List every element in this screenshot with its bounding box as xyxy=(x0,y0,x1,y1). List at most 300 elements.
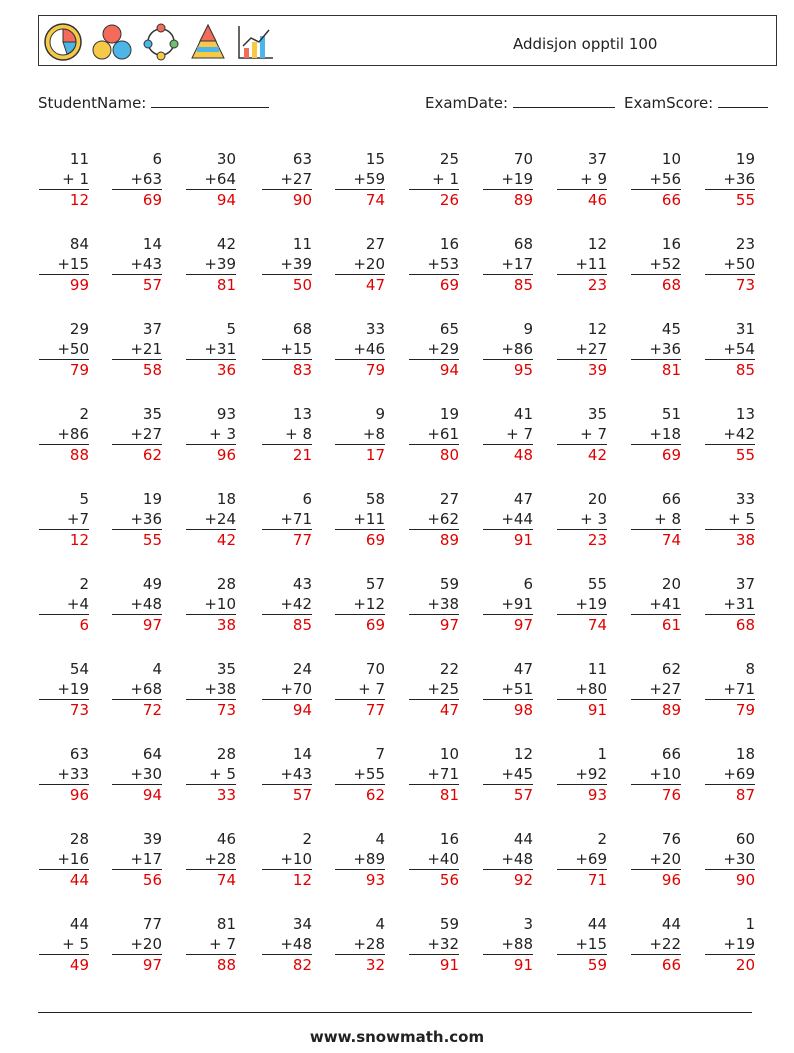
addition-problem xyxy=(112,234,162,294)
addition-problem xyxy=(335,659,385,719)
answer: 12 xyxy=(39,189,89,209)
answer: 88 xyxy=(186,954,236,974)
addend-bottom: + 3 xyxy=(580,510,607,528)
addend-top: 35 xyxy=(587,405,607,423)
addend-top: 70 xyxy=(365,660,385,678)
answer: 42 xyxy=(186,529,236,549)
addend-top: 46 xyxy=(216,830,236,848)
addend-top: 58 xyxy=(365,490,385,508)
addend-bottom: + 8 xyxy=(285,425,312,443)
addend-bottom: +10 xyxy=(204,595,236,613)
addition-problem xyxy=(186,489,236,549)
addend-bottom: +20 xyxy=(353,255,385,273)
addend-top: 12 xyxy=(513,745,533,763)
answer: 94 xyxy=(186,189,236,209)
addend-top: 1 xyxy=(745,915,755,933)
addend-top: 20 xyxy=(587,490,607,508)
addition-problem xyxy=(409,914,459,974)
addend-top: 47 xyxy=(513,660,533,678)
addend-bottom: +4 xyxy=(66,595,89,613)
addend-top: 44 xyxy=(587,915,607,933)
answer: 21 xyxy=(262,444,312,464)
addend-bottom: +68 xyxy=(130,680,162,698)
addition-problem xyxy=(262,829,312,889)
footer-website: www.snowmath.com xyxy=(309,1028,485,1046)
addition-problem xyxy=(335,404,385,464)
addend-bottom: +40 xyxy=(427,850,459,868)
bar-chart-icon xyxy=(235,22,275,62)
addend-top: 5 xyxy=(226,320,236,338)
addend-top: 44 xyxy=(69,915,89,933)
addend-top: 59 xyxy=(439,575,459,593)
answer: 56 xyxy=(112,869,162,889)
addition-problem xyxy=(39,319,89,379)
addend-bottom: + 7 xyxy=(358,680,385,698)
addend-bottom: +80 xyxy=(575,680,607,698)
addition-problem xyxy=(631,659,681,719)
exam-date-label: ExamDate: xyxy=(425,94,509,112)
addend-bottom: +42 xyxy=(723,425,755,443)
addition-problem xyxy=(262,234,312,294)
addend-bottom: +91 xyxy=(501,595,533,613)
addend-top: 20 xyxy=(661,575,681,593)
addition-problem xyxy=(705,914,755,974)
answer: 69 xyxy=(335,529,385,549)
addend-bottom: +36 xyxy=(130,510,162,528)
addend-top: 45 xyxy=(661,320,681,338)
addition-problem xyxy=(483,574,533,634)
student-name-field xyxy=(38,93,269,112)
answer: 98 xyxy=(483,699,533,719)
addition-problem xyxy=(705,319,755,379)
answer: 56 xyxy=(409,869,459,889)
addition-problem xyxy=(335,149,385,209)
addend-bottom: +43 xyxy=(280,765,312,783)
addend-top: 62 xyxy=(661,660,681,678)
addend-bottom: +38 xyxy=(427,595,459,613)
addition-problem xyxy=(483,914,533,974)
answer: 61 xyxy=(631,614,681,634)
addend-top: 76 xyxy=(661,830,681,848)
addend-bottom: +31 xyxy=(723,595,755,613)
addend-top: 24 xyxy=(292,660,312,678)
addend-top: 8 xyxy=(745,660,755,678)
addend-bottom: + 7 xyxy=(506,425,533,443)
addend-bottom: +36 xyxy=(649,340,681,358)
addend-top: 34 xyxy=(292,915,312,933)
addition-problem xyxy=(483,319,533,379)
addition-problem xyxy=(186,234,236,294)
addition-problem xyxy=(112,319,162,379)
addition-problem xyxy=(39,489,89,549)
addition-problem xyxy=(483,489,533,549)
addend-bottom: +69 xyxy=(723,765,755,783)
addend-top: 12 xyxy=(587,235,607,253)
addition-problem xyxy=(335,914,385,974)
addition-problem xyxy=(39,829,89,889)
answer: 57 xyxy=(483,784,533,804)
addend-top: 42 xyxy=(216,235,236,253)
answer: 50 xyxy=(262,274,312,294)
answer: 55 xyxy=(705,444,755,464)
header-box xyxy=(38,15,777,66)
exam-score-field xyxy=(624,93,768,112)
addend-bottom: +36 xyxy=(723,170,755,188)
addend-top: 2 xyxy=(79,405,89,423)
answer: 74 xyxy=(335,189,385,209)
answer: 91 xyxy=(483,954,533,974)
addition-problem xyxy=(705,659,755,719)
answer: 49 xyxy=(39,954,89,974)
addition-problem xyxy=(483,404,533,464)
addend-bottom: +28 xyxy=(353,935,385,953)
header-icons xyxy=(43,20,275,64)
addend-bottom: +43 xyxy=(130,255,162,273)
addend-top: 6 xyxy=(302,490,312,508)
addend-bottom: +53 xyxy=(427,255,459,273)
addition-problem xyxy=(705,829,755,889)
addend-top: 84 xyxy=(69,235,89,253)
addition-problem xyxy=(409,404,459,464)
addend-bottom: +27 xyxy=(280,170,312,188)
addition-problem xyxy=(112,744,162,804)
addend-top: 13 xyxy=(292,405,312,423)
addend-bottom: + 1 xyxy=(432,170,459,188)
addition-problem xyxy=(705,234,755,294)
answer: 39 xyxy=(557,359,607,379)
addend-top: 25 xyxy=(439,150,459,168)
addend-bottom: +21 xyxy=(130,340,162,358)
addend-bottom: +18 xyxy=(649,425,681,443)
answer: 12 xyxy=(39,529,89,549)
answer: 89 xyxy=(409,529,459,549)
addend-bottom: +51 xyxy=(501,680,533,698)
answer: 79 xyxy=(335,359,385,379)
addition-problem xyxy=(631,489,681,549)
addend-top: 4 xyxy=(375,915,385,933)
addend-bottom: + 5 xyxy=(62,935,89,953)
addition-problem xyxy=(186,744,236,804)
addend-bottom: +31 xyxy=(204,340,236,358)
answer: 94 xyxy=(262,699,312,719)
addend-bottom: +48 xyxy=(130,595,162,613)
answer: 83 xyxy=(262,359,312,379)
addition-problem xyxy=(186,574,236,634)
addend-bottom: +55 xyxy=(353,765,385,783)
addend-bottom: +62 xyxy=(427,510,459,528)
answer: 77 xyxy=(262,529,312,549)
answer: 94 xyxy=(112,784,162,804)
addend-top: 11 xyxy=(69,150,89,168)
exam-score-blank xyxy=(718,93,768,108)
answer: 77 xyxy=(335,699,385,719)
addition-problem xyxy=(262,744,312,804)
addend-bottom: +17 xyxy=(130,850,162,868)
exam-score-label: ExamScore: xyxy=(624,94,714,112)
addend-top: 29 xyxy=(69,320,89,338)
addend-top: 49 xyxy=(142,575,162,593)
addend-bottom: +70 xyxy=(280,680,312,698)
addend-top: 11 xyxy=(292,235,312,253)
answer: 96 xyxy=(186,444,236,464)
addend-top: 59 xyxy=(439,915,459,933)
addend-bottom: +86 xyxy=(57,425,89,443)
addend-top: 12 xyxy=(587,320,607,338)
addition-problem xyxy=(557,319,607,379)
answer: 32 xyxy=(335,954,385,974)
addend-top: 66 xyxy=(661,745,681,763)
addend-bottom: +48 xyxy=(280,935,312,953)
addend-bottom: +19 xyxy=(501,170,533,188)
worksheet-title: Addisjon opptil 100 xyxy=(513,35,658,53)
addition-problem xyxy=(39,149,89,209)
answer: 82 xyxy=(262,954,312,974)
addend-bottom: +46 xyxy=(353,340,385,358)
answer: 99 xyxy=(39,274,89,294)
addition-problem xyxy=(112,914,162,974)
addend-bottom: +39 xyxy=(280,255,312,273)
addend-bottom: +7 xyxy=(66,510,89,528)
answer: 97 xyxy=(409,614,459,634)
addend-bottom: +39 xyxy=(204,255,236,273)
answer: 17 xyxy=(335,444,385,464)
answer: 68 xyxy=(631,274,681,294)
addend-bottom: + 1 xyxy=(62,170,89,188)
addend-top: 35 xyxy=(142,405,162,423)
addend-top: 51 xyxy=(661,405,681,423)
addend-top: 37 xyxy=(735,575,755,593)
addend-bottom: +69 xyxy=(575,850,607,868)
addition-problem xyxy=(112,574,162,634)
addend-top: 1 xyxy=(597,745,607,763)
addend-bottom: +41 xyxy=(649,595,681,613)
addend-bottom: +16 xyxy=(57,850,89,868)
addend-top: 44 xyxy=(661,915,681,933)
addend-bottom: +44 xyxy=(501,510,533,528)
answer: 47 xyxy=(409,699,459,719)
addition-problem xyxy=(409,574,459,634)
addend-bottom: + 8 xyxy=(654,510,681,528)
answer: 36 xyxy=(186,359,236,379)
addend-top: 7 xyxy=(375,745,385,763)
addition-problem xyxy=(112,149,162,209)
addend-top: 93 xyxy=(216,405,236,423)
answer: 97 xyxy=(112,954,162,974)
addend-top: 2 xyxy=(79,575,89,593)
answer: 88 xyxy=(39,444,89,464)
answer: 85 xyxy=(483,274,533,294)
addition-problem xyxy=(262,319,312,379)
addend-bottom: +22 xyxy=(649,935,681,953)
addition-problem xyxy=(409,319,459,379)
addend-bottom: +28 xyxy=(204,850,236,868)
addend-top: 4 xyxy=(152,660,162,678)
addend-bottom: +11 xyxy=(575,255,607,273)
addend-top: 28 xyxy=(216,575,236,593)
addend-top: 77 xyxy=(142,915,162,933)
addend-top: 4 xyxy=(375,830,385,848)
answer: 48 xyxy=(483,444,533,464)
addition-problem xyxy=(409,744,459,804)
answer: 81 xyxy=(631,359,681,379)
addend-bottom: +71 xyxy=(427,765,459,783)
answer: 47 xyxy=(335,274,385,294)
answer: 74 xyxy=(186,869,236,889)
addition-problem xyxy=(335,319,385,379)
addend-bottom: +45 xyxy=(501,765,533,783)
addend-bottom: + 5 xyxy=(209,765,236,783)
addend-bottom: +27 xyxy=(575,340,607,358)
addend-top: 33 xyxy=(735,490,755,508)
answer: 33 xyxy=(186,784,236,804)
addition-problem xyxy=(262,489,312,549)
answer: 76 xyxy=(631,784,681,804)
addend-top: 37 xyxy=(587,150,607,168)
addition-problem xyxy=(112,489,162,549)
addition-problem xyxy=(409,489,459,549)
addend-top: 3 xyxy=(523,915,533,933)
addend-top: 11 xyxy=(587,660,607,678)
addend-top: 19 xyxy=(735,150,755,168)
answer: 96 xyxy=(39,784,89,804)
addition-problem xyxy=(557,404,607,464)
addend-top: 63 xyxy=(69,745,89,763)
addend-bottom: +19 xyxy=(723,935,755,953)
addition-problem xyxy=(262,914,312,974)
addend-top: 57 xyxy=(365,575,385,593)
answer: 44 xyxy=(39,869,89,889)
addition-problem xyxy=(557,574,607,634)
addend-bottom: +59 xyxy=(353,170,385,188)
addition-problem xyxy=(262,149,312,209)
addend-bottom: +27 xyxy=(649,680,681,698)
answer: 66 xyxy=(631,954,681,974)
student-name-label: StudentName: xyxy=(38,94,147,112)
addition-problem xyxy=(705,489,755,549)
addition-problem xyxy=(557,744,607,804)
addend-top: 39 xyxy=(142,830,162,848)
addend-top: 16 xyxy=(439,235,459,253)
addend-bottom: +19 xyxy=(575,595,607,613)
answer: 80 xyxy=(409,444,459,464)
answer: 38 xyxy=(186,614,236,634)
answer: 57 xyxy=(112,274,162,294)
addend-top: 30 xyxy=(216,150,236,168)
addend-top: 19 xyxy=(142,490,162,508)
addend-top: 9 xyxy=(523,320,533,338)
addend-bottom: +8 xyxy=(362,425,385,443)
addend-bottom: +30 xyxy=(130,765,162,783)
addend-top: 60 xyxy=(735,830,755,848)
addend-bottom: +10 xyxy=(649,765,681,783)
answer: 12 xyxy=(262,869,312,889)
answer: 91 xyxy=(483,529,533,549)
addition-problem xyxy=(112,829,162,889)
addend-bottom: +50 xyxy=(57,340,89,358)
addend-bottom: +32 xyxy=(427,935,459,953)
pyramid-icon xyxy=(189,22,227,62)
answer: 74 xyxy=(631,529,681,549)
addend-bottom: +10 xyxy=(280,850,312,868)
addend-top: 6 xyxy=(523,575,533,593)
addend-bottom: +20 xyxy=(649,850,681,868)
answer: 95 xyxy=(483,359,533,379)
addition-problem xyxy=(557,489,607,549)
addend-top: 18 xyxy=(735,745,755,763)
answer: 42 xyxy=(557,444,607,464)
answer: 81 xyxy=(186,274,236,294)
addend-bottom: +11 xyxy=(353,510,385,528)
addition-problem xyxy=(631,404,681,464)
answer: 93 xyxy=(557,784,607,804)
addend-top: 68 xyxy=(292,320,312,338)
addend-bottom: + 7 xyxy=(209,935,236,953)
addend-top: 55 xyxy=(587,575,607,593)
addend-top: 68 xyxy=(513,235,533,253)
answer: 73 xyxy=(186,699,236,719)
answer: 81 xyxy=(409,784,459,804)
addition-problem xyxy=(112,659,162,719)
addend-bottom: + 3 xyxy=(209,425,236,443)
addend-top: 35 xyxy=(216,660,236,678)
addend-top: 9 xyxy=(375,405,385,423)
answer: 72 xyxy=(112,699,162,719)
answer: 97 xyxy=(112,614,162,634)
answer: 57 xyxy=(262,784,312,804)
addend-top: 6 xyxy=(152,150,162,168)
addition-problem xyxy=(483,234,533,294)
addition-problem xyxy=(483,829,533,889)
addend-bottom: +56 xyxy=(649,170,681,188)
answer: 91 xyxy=(409,954,459,974)
student-name-blank xyxy=(151,93,269,108)
addend-bottom: +86 xyxy=(501,340,533,358)
addend-top: 22 xyxy=(439,660,459,678)
addition-problem xyxy=(631,574,681,634)
answer: 62 xyxy=(112,444,162,464)
answer: 6 xyxy=(39,614,89,634)
answer: 26 xyxy=(409,189,459,209)
answer: 68 xyxy=(705,614,755,634)
answer: 55 xyxy=(112,529,162,549)
addition-problem xyxy=(262,659,312,719)
addend-top: 27 xyxy=(365,235,385,253)
exam-date-blank xyxy=(513,93,615,108)
addition-problem xyxy=(483,659,533,719)
addition-problem xyxy=(631,149,681,209)
addition-problem xyxy=(705,744,755,804)
addition-problem xyxy=(186,914,236,974)
addend-bottom: +12 xyxy=(353,595,385,613)
addition-problem xyxy=(186,149,236,209)
addition-problem xyxy=(631,744,681,804)
addition-problem xyxy=(557,149,607,209)
answer: 59 xyxy=(557,954,607,974)
addition-problem xyxy=(335,489,385,549)
addition-problem xyxy=(186,319,236,379)
answer: 69 xyxy=(335,614,385,634)
addition-problem xyxy=(631,234,681,294)
addend-bottom: + 9 xyxy=(580,170,607,188)
answer: 69 xyxy=(112,189,162,209)
addend-bottom: +48 xyxy=(501,850,533,868)
addend-top: 47 xyxy=(513,490,533,508)
addition-problem xyxy=(39,659,89,719)
addition-problem xyxy=(39,574,89,634)
addend-bottom: +15 xyxy=(57,255,89,273)
answer: 23 xyxy=(557,274,607,294)
addend-bottom: +24 xyxy=(204,510,236,528)
